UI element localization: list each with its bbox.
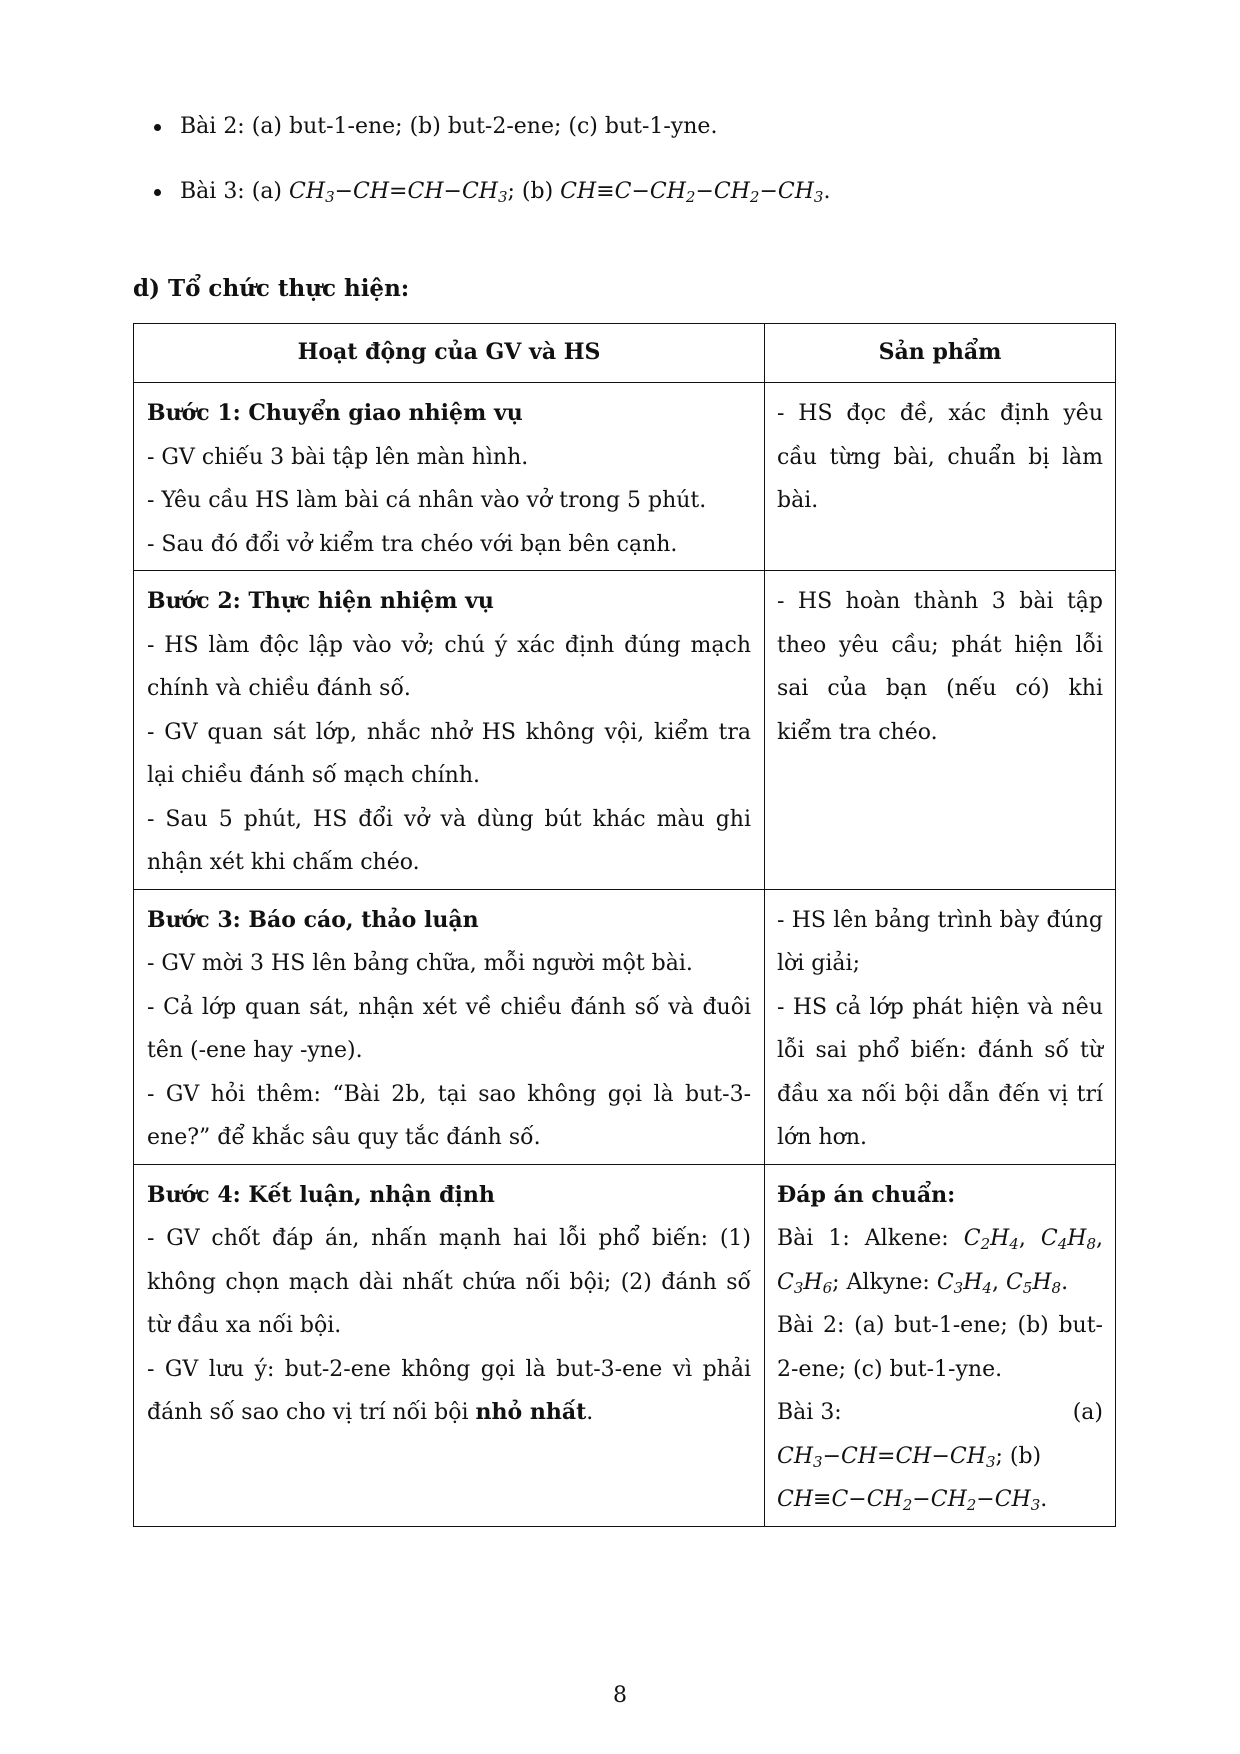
product-text: - HS lên bảng trình bày đúng lời giải; [777, 907, 1103, 976]
answer-label: Bài 3: [777, 1400, 842, 1425]
step-title: Bước 4: Kết luận, nhận định [147, 1181, 495, 1208]
bullet-bai-2 [150, 112, 1130, 142]
activity-line [147, 1348, 751, 1435]
activity-table [133, 323, 1116, 1527]
answer-bai-1: Bài 1: Alkene: $C_2H_4$, $C_4H_8$, $C_3H_6$; Alkyne: $C_3H_4$, $C_5H_8$. [777, 1226, 1103, 1297]
activity-line: - Cả lớp quan sát, nhận xét về chiều đánh số và đuôi tên (-ene hay -yne). [147, 994, 751, 1063]
formula-pent-1-yne: $CH\equiv C-CH_2-CH_2-CH_3$ [777, 1487, 1041, 1514]
answer-alkyne-label: ; Alkyne: [832, 1269, 930, 1295]
bullet-label: Bài 2: [180, 114, 245, 139]
activity-line: - Sau đó đổi vở kiểm tra chéo với bạn bên cạnh. [147, 531, 678, 557]
table-row [134, 571, 1116, 890]
activity-line: - Sau 5 phút, HS đổi vở và dùng bút khác màu ghi nhận xét khi chấm chéo. [147, 806, 751, 875]
answer-bai-3-label-line [777, 1391, 1103, 1435]
product-cell [765, 889, 1116, 1164]
bullet-dot-icon [154, 189, 161, 196]
activity-cell [134, 571, 765, 890]
product-cell [765, 1164, 1116, 1526]
bullet-part-b: ; (b) [507, 179, 554, 204]
activity-cell [134, 1164, 765, 1526]
step-title: Bước 3: Báo cáo, thảo luận [147, 906, 479, 933]
page-number: 8 [613, 1683, 627, 1708]
step-title: Bước 1: Chuyển giao nhiệm vụ [147, 400, 523, 426]
formula-c4h8: $C_4H_8$ [1040, 1226, 1096, 1253]
activity-text: - GV lưu ý: but-2-ene không gọi là but-3-ene vì phải đánh số sao cho vị trí nối bội [147, 1356, 751, 1425]
bullet-dot-icon [154, 124, 161, 131]
answer-bai-3-line-a [777, 1435, 1103, 1479]
formula-c5h8: $C_5H_8$ [1005, 1269, 1062, 1297]
activity-end: . [586, 1400, 594, 1425]
answer-bullet-list [150, 112, 1130, 242]
bullet-text: (a) but-1-ene; (b) but-2-ene; (c) but-1-yne. [251, 114, 718, 139]
activity-line: - GV quan sát lớp, nhắc nhở HS không vội, kiểm tra lại chiều đánh số mạch chính. [147, 719, 751, 788]
answer-bai-2: Bài 2: (a) but-1-ene; (b) but-2-ene; (c) but-1-yne. [777, 1313, 1103, 1382]
formula-but-2-ene: $CH_3-CH=CH-CH_3$ [777, 1443, 996, 1471]
table-row [134, 383, 1116, 571]
table-row [134, 1164, 1116, 1526]
emphasis-text: nhỏ nhất [475, 1399, 587, 1425]
product-text: - HS cả lớp phát hiện và nêu lỗi sai phổ biến: đánh số từ đầu xa nối bội dẫn đến vị trí lớn hơn. [777, 994, 1103, 1150]
activity-line: - Yêu cầu HS làm bài cá nhân vào vở trong 5 phút. [147, 488, 707, 513]
bullet-bai-3 [150, 177, 1130, 207]
activity-line: - GV chiếu 3 bài tập lên màn hình. [147, 444, 529, 470]
answer-part-a: (a) [1072, 1400, 1103, 1425]
activity-line: - GV chốt đáp án, nhấn mạnh hai lỗi phổ biến: (1) không chọn mạch dài nhất chứa nối bội; (2) đánh số từ đầu xa nối bội. [147, 1226, 751, 1338]
product-cell [765, 571, 1116, 890]
product-text: - HS hoàn thành 3 bài tập theo yêu cầu; phát hiện lỗi sai của bạn (nếu có) khi kiểm tra chéo. [777, 589, 1103, 745]
bullet-label: Bài 3: [180, 179, 245, 204]
activity-line: - GV hỏi thêm: “Bài 2b, tại sao không gọi là but-3-ene?” để khắc sâu quy tắc đánh số. [147, 1081, 751, 1150]
step-title: Bước 2: Thực hiện nhiệm vụ [147, 588, 494, 614]
activity-cell [134, 889, 765, 1164]
table-header-row [134, 324, 1116, 383]
header-product: Sản phẩm [765, 324, 1116, 383]
answer-bai-3-line-b: $CH\equiv C-CH_2-CH_2-CH_3$. [777, 1487, 1048, 1514]
bullet-part-a: (a) [251, 179, 283, 204]
activity-line: - HS làm độc lập vào vở; chú ý xác định đúng mạch chính và chiều đánh số. [147, 632, 751, 701]
formula-c2h4: $C_2H_4$ [963, 1226, 1019, 1253]
formula-c3h4: $C_3H_4$ [936, 1269, 992, 1297]
section-heading: d) Tổ chức thực hiện: [133, 275, 410, 302]
product-cell [765, 383, 1116, 571]
formula-c3h6: $C_3H_6$ [777, 1269, 833, 1297]
answer-label: Bài 1: Alkene: [777, 1226, 949, 1251]
table-row [134, 889, 1116, 1164]
answer-title: Đáp án chuẩn: [777, 1181, 956, 1208]
product-text: - HS đọc đề, xác định yêu cầu từng bài, chuẩn bị làm bài. [777, 401, 1103, 513]
formula-but-2-ene: $CH_3-CH=CH-CH_3$ [289, 179, 508, 206]
activity-line: - GV mời 3 HS lên bảng chữa, mỗi người một bài. [147, 951, 693, 976]
activity-cell [134, 383, 765, 571]
header-activity: Hoạt động của GV và HS [134, 324, 765, 383]
answer-part-b: ; (b) [995, 1443, 1042, 1469]
formula-pent-1-yne: $CH\equiv C-CH_2-CH_2-CH_3$ [560, 179, 824, 206]
bullet-end: . [823, 179, 831, 204]
